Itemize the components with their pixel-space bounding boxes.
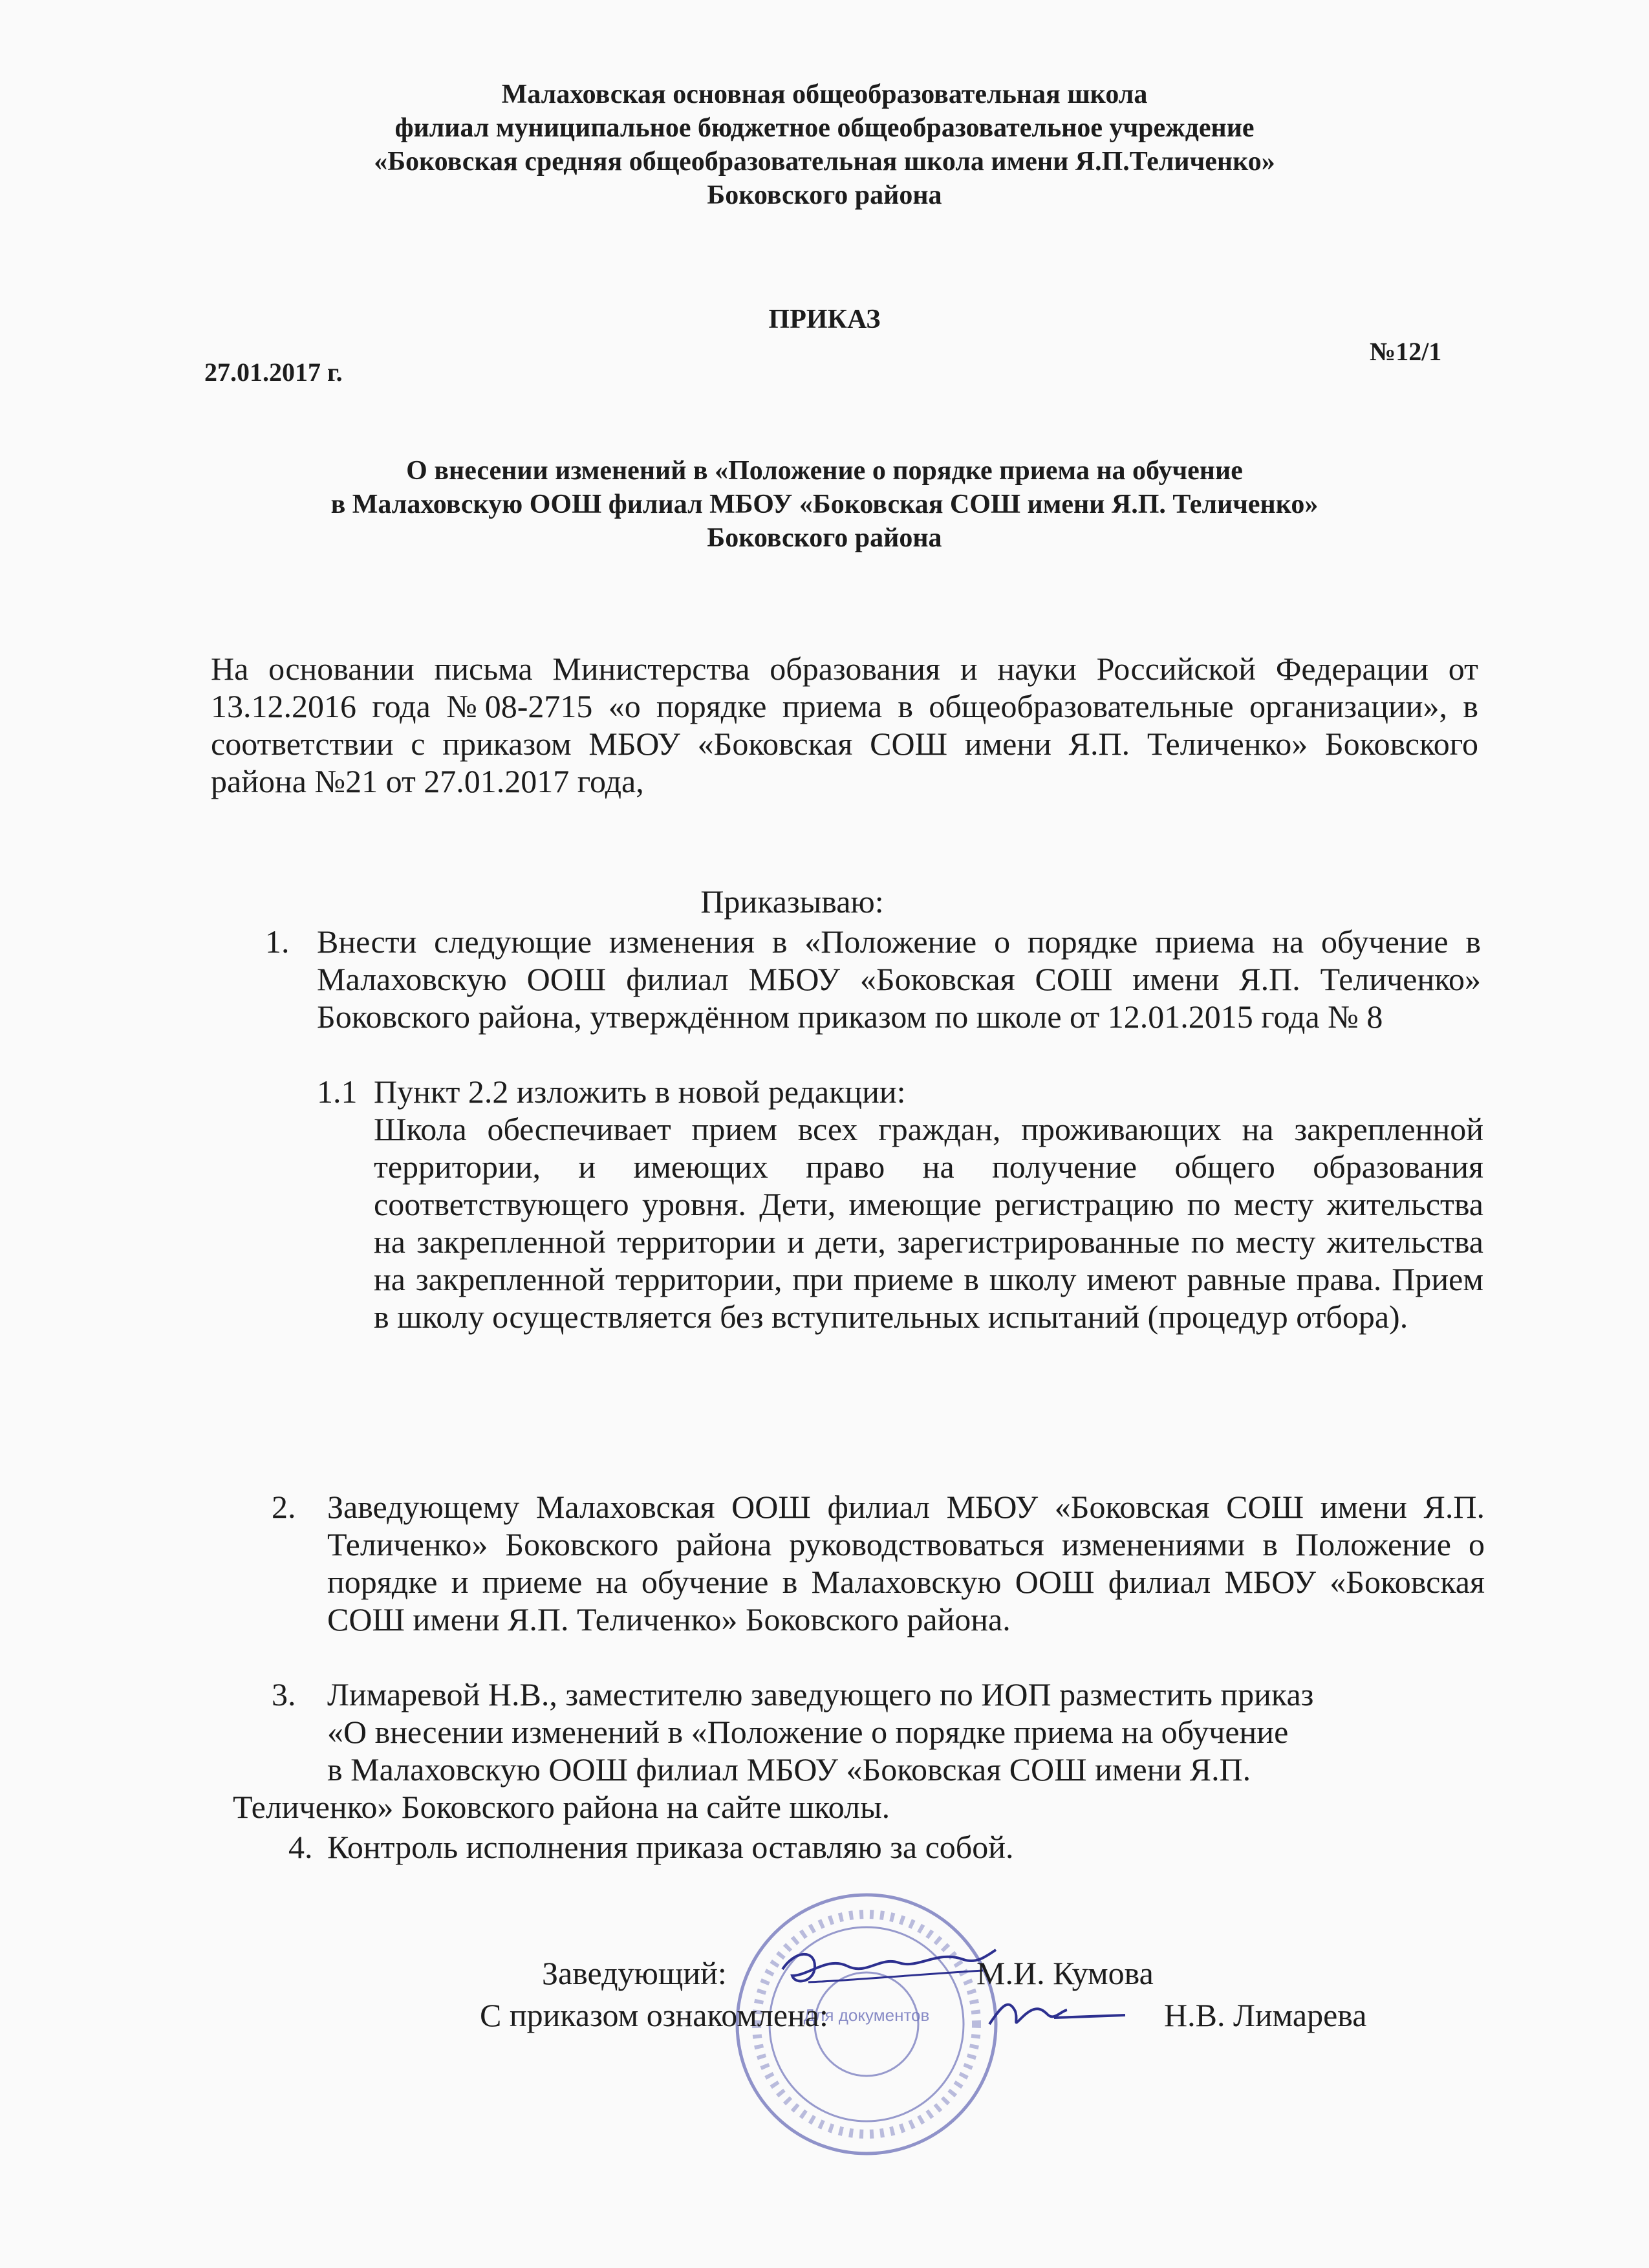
item-3-text: в Малаховскую ООШ филиал МБОУ «Боковская СОШ имени Я.П. [327, 1751, 1251, 1787]
order-subject [0, 454, 1649, 555]
item-number: 1. [265, 923, 290, 960]
subitem-number: 1.1 [317, 1074, 358, 1110]
order-title: ПРИКАЗ [768, 305, 881, 334]
item-4-text: Контроль исполнения приказа оставляю за собой. [327, 1829, 1014, 1865]
order-number: №12/1 [1370, 337, 1442, 366]
header-line: Боковского района [707, 180, 942, 210]
ack-signature [983, 1985, 1132, 2037]
ack-name: Н.В. Лимарева [1164, 1997, 1367, 2033]
basis-paragraph: На основании письма Министерства образования и науки Российской Федерации от 13.12.2016 года №08-2715 «о порядке приема в общеобразовательные организации», в соответствии с приказом МБОУ «Боковская СОШ имени Я.П. Теличенко» Боковского района №21 от 27.01.2017 года, [211, 651, 1478, 799]
decree-word: Приказываю: [700, 883, 884, 920]
item-number: 3. [272, 1676, 296, 1712]
subject-line: Боковского района [707, 523, 942, 553]
subject-line: в Малаховскую ООШ филиал МБОУ «Боковская СОШ имени Я.П. Теличенко» [330, 490, 1319, 519]
item-number: 4. [288, 1829, 313, 1865]
subitem-1-1-heading: Пункт 2.2 изложить в новой редакции: [374, 1074, 906, 1110]
head-label: Заведующий: [542, 1955, 727, 1991]
item-3-text: Теличенко» Боковского района на сайте школы. [233, 1789, 890, 1825]
subitem-1-1-text: Школа обеспечивает прием всех граждан, проживающих на закрепленной территории, и имеющих право на получение общего образования соответствующего уровня. Дети, имеющие регистрацию по месту жительства на закрепленной территории и дети, зарегистрированные по месту жительства на закрепленной территории, при приеме в школу имеют равные права. Прием в школу осуществляется без вступительных испытаний (процедур отбора). [374, 1111, 1483, 1335]
header-line: Малаховская основная общеобразовательная школа [501, 80, 1148, 109]
subject-line: О внесении изменений в «Положение о порядке приема на обучение [406, 456, 1243, 486]
ack-label: С приказом ознакомлена: [480, 1997, 828, 2033]
head-name: М.И. Кумова [976, 1955, 1154, 1991]
header-line: филиал муниципальное бюджетное общеобразовательное учреждение [394, 113, 1255, 143]
item-3-text: Лимаревой Н.В., заместителю заведующего по ИОП разместить приказ [327, 1676, 1314, 1712]
stamp-center-text: Для документов [803, 2005, 930, 2025]
item-1-text: Внести следующие изменения в «Положение о порядке приема на обучение в Малаховскую ООШ филиал МБОУ «Боковская СОШ имени Я.П. Теличенко» Боковского района, утверждённом приказом по школе от 12.01.2015 года № 8 [317, 923, 1481, 1035]
school-header [0, 78, 1649, 212]
header-line: «Боковская средняя общеобразовательная школа имени Я.П.Теличенко» [374, 147, 1275, 177]
item-3-text: «О внесении изменений в «Положение о порядке приема на обучение [327, 1714, 1289, 1750]
head-signature [770, 1930, 1002, 2002]
order-date: 27.01.2017 г. [204, 358, 343, 387]
item-2-text: Заведующему Малаховская ООШ филиал МБОУ «Боковская СОШ имени Я.П. Теличенко» Боковского района руководствоваться изменениями в Положение о порядке и приеме на обучение в Малаховскую ООШ филиал МБОУ «Боковская СОШ имени Я.П. Теличенко» Боковского района. [327, 1489, 1485, 1637]
item-number: 2. [272, 1489, 296, 1525]
